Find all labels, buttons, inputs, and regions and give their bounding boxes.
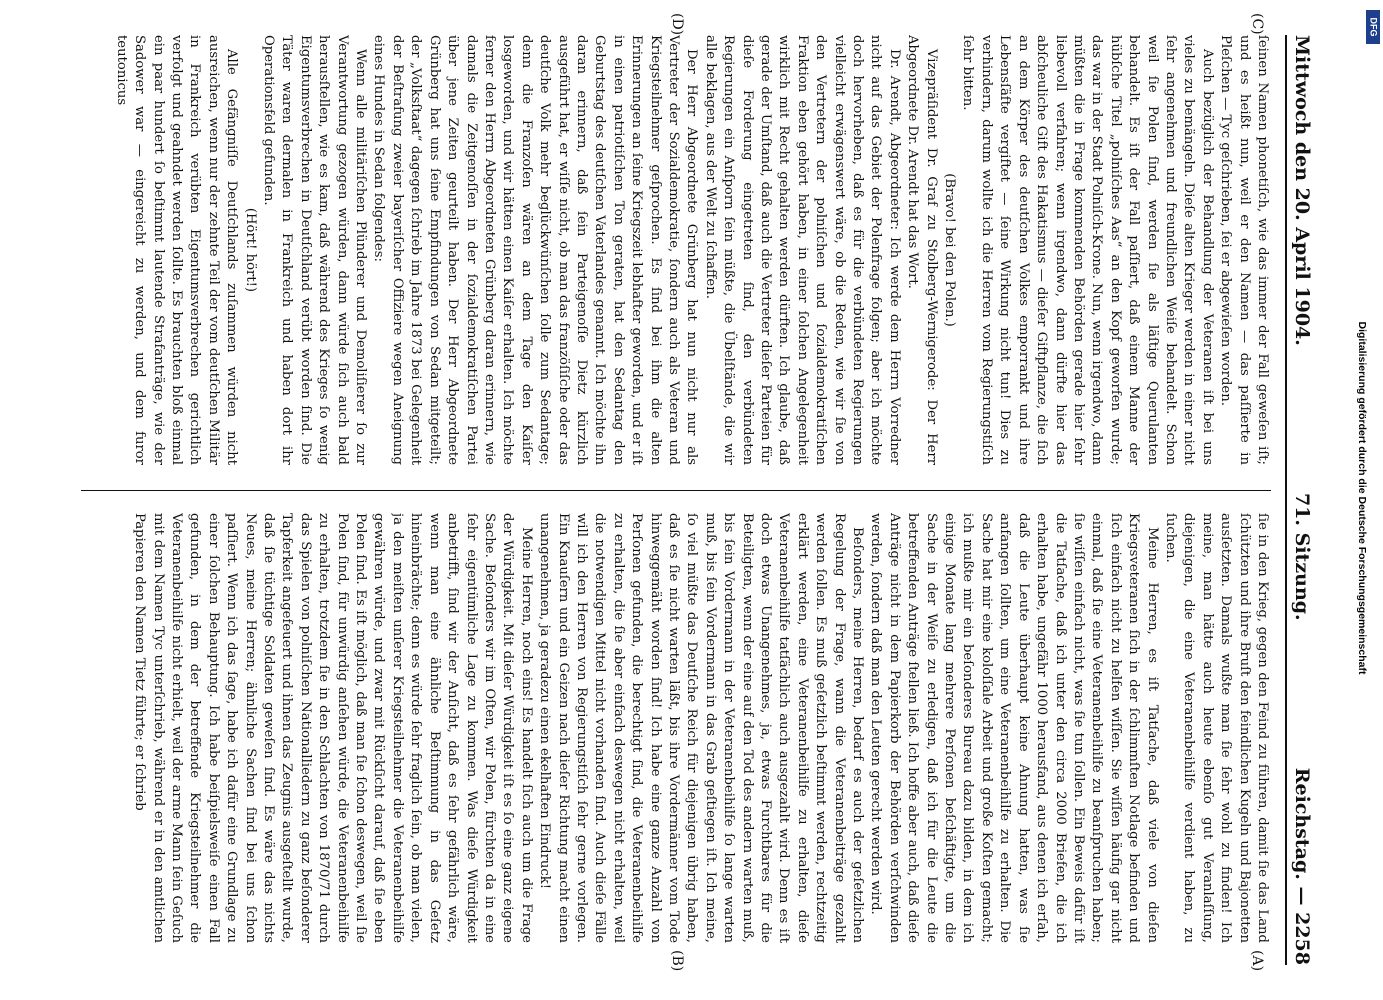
- paragraph: Meine Herren, noch eins! Es handelt ſich auch um die Frage der Würdigkeit. Mit dieſer Würdigkeit iſt es ſo eine ganz eigene Sache. Beſonders wir im Oſten, wir Polen, fürchten da in eine ſehr eigentümliche Lage zu kommen. Was dieſe Würdigkeit anbetrifft, ſind wir der Anſicht, daß es ſehr gefährlich wäre, wenn man eine ähnliche Beſtimmung in das Geſetz hineinbrächte; denn es würde ſehr fraglich ſein, ob man vielen, ja den meiſten unſerer Kriegsteilnehmer die Veteranenbeihilfe gewähren würde, und zwar mit Rückſicht darauf, daß ſie eben Polen ſind. Es iſt möglich, daß man ſie ſchon deswegen, weil ſie Polen ſind, für unwürdig anſehen würde, die Veteranenbeihilfe zu erhalten, trotzdem ſie in den Schlachten von 1870/71 durch das Spielen von polniſchen Nationalliedern zu ganz beſonderer Tapferkeit angefeuert und ihnen das Zeugnis ausgeſtellt wurde, daß ſie tüchtige Soldaten geweſen ſind. Es wäre das nichts Neues, meine Herren; ähnliche Sachen ſind bei uns ſchon paſſiert. Wenn ich das ſage, habe ich dafür eine Grundlage zu einer ſolchen Behauptung. Ich habe beiſpielsweiſe einen Fall gefunden, in dem der betreffende Kriegsteilnehmer die Veteranenbeihilfe nicht erhielt, weil der arme Mann ſein Geſuch mit dem Namen Tyc unterſchrieb, während er in den amtlichen Papieren den Namen Tietz führte; er ſchrieb: [132, 513, 534, 943]
- paragraph: Meine Herren, es iſt Tatſache, daß viele von dieſen Kriegsveteranen ſich in der ſchlimmſten Notlage befinden und ſich einfach nicht zu helfen wiſſen. Sie wiſſen häufig gar nicht einmal, daß ſie eine Veteranenbeihilfe zu beanſpruchen haben; ſie wiſſen einfach nicht, was ſie tun ſollen. Ein Beweis dafür iſt die Tatſache, daß ich unter den circa 2000 Briefen, die ich erhalten habe, ungefähr 1000 herausfand, aus denen ich erſah, daß die Leute überhaupt keine Ahnung hatten, was ſie anfangen ſollten, um eine Veteranenbeihilfe zu erhalten. Die Sache hat mir eine koloſſale Arbeit und große Koſten gemacht; ich mußte mir ein beſonderes Bureau dazu bilden, in dem ich einige Monate lang mehrere Perſonen beſchäftigte, um die Sache in der Weiſe zu erledigen, daß ich für die Leute die betreffenden Anträge ſtellen ließ. Ich hoffe aber auch, daß dieſe Anträge nicht in dem Papierkorb der Behörden verſchwinden werden, ſondern daß man den Leuten gerecht werden wird.: [868, 513, 1160, 943]
- margin-mark-c: (C): [1249, 13, 1265, 35]
- quotation: Wenn alle militäriſchen Plünderer und Demoliſierer ſo zur Verantwortung gezogen würden, dann würde ſich auch bald herausſtellen, wie es kam, daß während des Krieges ſo wenig Eigentumsverbrechen in Deutſchland verübt worden ſind. Die Täter waren dermalen in Frankreich und haben dort ihr Operationsfeld gefunden.: [261, 35, 369, 465]
- paragraph: Der Herr Abgeordnete Grünberg hat nun nicht nur als Vertreter der Sozialdemokratie, ſondern auch als Veteran und Kriegsteilnehmer geſprochen. Es ſind bei ihm die alten Erinnerungen an ſeine Kriegszeit lebhafter geworden, und er iſt in einen patriotiſchen Ton geraten, hat den Sedantag den Geburtstag des deutſchen Vaterlandes genannt. Ich möchte ihn daran erinnern, daß ſein Parteigenoſſe Dietz kürzlich ausgeführt hat, er wiſſe nicht, ob man das franzöſiſche oder das deutſche Volk mehr beglückwünſchen ſolle zum Sedantage; denn die Franzoſen wären an dem Tage den Kaiſer losgeworden, und wir hätten einen Kaiſer erhalten. Ich möchte ferner den Herrn Abgeordneten Grünberg daran erinnern, wie damals die Zeitgenoſſen in der ſozialdemokratiſchen Partei über jene Zeiten geurteilt haben. Der Herr Abgeordnete Grünberg hat uns ſeine Empfindungen von Sedan mitgeteilt; der „Volksſtaat“ dagegen ſchrieb im Jahre 1873 bei Gelegenheit der Beſtrafung zweier bayeriſcher Offiziere wegen Aneignung eines Hundes in Sedan folgendes:: [371, 35, 700, 465]
- header-date: Mittwoch den 20. April 1904.: [1291, 35, 1313, 346]
- paragraph: ſie in den Krieg, gegen den Feind zu führen, damit ſie das Land ſchützten und ihre Bruſt den feindlichen Kugeln und Bajonetten ausſetzten. Damals wußte man ſie ſehr wohl zu finden! Ich meine, man hätte auch heute ebenſo gut Veranlaſſung, diejenigen, die eine Veteranenbeihilfe verdient haben, zu ſuchen.: [1162, 513, 1270, 943]
- speaker-intro: Vizepräſident Dr. Graf zu Stolberg-Wernigerode: Der Herr Abgeordnete Dr. Arendt hat das Wort.: [905, 35, 939, 465]
- paragraph: ſeinen Namen phonetiſch, wie das immer der Fall geweſen iſt; und es heißt nun, weil er den Namen — das paſſierte in Pleſchen — Tyc geſchrieben, ſei er abgewieſen worden.: [1218, 35, 1270, 465]
- quotation: Alle Gefängniſſe Deutſchlands zuſammen würden nicht ausreichen, wenn nur der zehnte Teil der vom deutſchen Militär in Frankreich verübten Eigentumsverbrechen gerichtlich verfolgt und geahndet werden ſollte. Es brauchten bloß einmal ein paar hundert ſo beſtimmt lautende Strafanträge, wie der Sadower war — eingereicht zu werden, und dem furor teutonicus: [113, 35, 240, 465]
- header-session: 71. Sitzung.: [1291, 492, 1313, 621]
- digitization-note-text: Digitalisierung gefördert durch die Deutsche Forschungsgemeinschaft: [1356, 321, 1368, 675]
- margin-mark-d: (D): [669, 13, 685, 36]
- paragraph: Auch bezüglich der Behandlung der Veteranen iſt bei uns vieles zu bemängeln. Dieſe alten Krieger werden in einer nicht ſehr angenehmen und freundlichen Weiſe behandelt. Schon weil ſie Polen ſind, werden ſie als läſtige Querulanten behandelt. Es iſt der Fall paſſiert, daß einem Manne der hübſche Titel „polniſches Aas“ an den Kopf geworfen wurde; das war in der Stadt Polniſch-Krone. Nun, wenn irgendwo, dann müßten die in Frage kommenden Behörden gerade hier ſehr liebevoll verfahren; wenn irgendwo, dann dürfte hier das abſcheuliche Gift des Hakatismus — dieſer Giftpflanze, die ſich an dem Körper des deutſchen Volkes emporrankt und ihre Lebensſäfte vergiftet — ſeine Wirkung nicht tun! Dies zu verhindern, darum wollte ich die Herren vom Regierungstiſch ſehr bitten.: [960, 35, 1215, 465]
- column-divider: [81, 490, 1271, 491]
- paragraph: Dr. Arendt, Abgeordneter: Ich werde dem Herrn Vorredner nicht auf das Gebiet der Polenfrage folgen; aber ich möchte doch hervorheben, daß es für die verbündeten Regierungen vielleicht erwägenswert wäre, ob die Reden, wie wir ſie von den Vertretern der polniſchen und ſozialdemokratiſchen Fraktion eben gehört haben, in einer ſolchen Angelegenheit wirklich mit Recht gehalten werden dürften. Ich glaube, daß gerade der Umſtand, daß auch die Vertreter dieſer Parteien für dieſe Forderung eingetreten ſind, den verbündeten Regierungen ein Anſporn ſein müßte, die Übelſtände, die wir alle beklagen, aus der Welt zu ſchaffen.: [702, 35, 902, 465]
- column-right: [81, 513, 1271, 943]
- dfg-logo: [1366, 10, 1380, 44]
- column-left: [81, 35, 1271, 465]
- paragraph: Beſonders, meine Herren, bedarf es auch der geſetzlichen Regelung der Frage, wann die Veteranenbeiträge gezahlt werden ſollen. Es muß geſetzlich beſtimmt werden, rechtzeitig erklärt werden, eine Veteranenbeihilfe zu erhalten, dieſe Veteranenbeihilfe tatſächlich auch ausgezahlt wird. Denn es iſt doch etwas Unangenehmes, ja, etwas Furchtbares für die Beteiligten, wenn der eine auf den Tod des andern warten muß, bis ſein Vordermann in der Veteranenbeihilfe ſo lange warten muß, bis ſein Vordermann in das Grab geſtiegen iſt. Ich meine, ſo viel müßte das Deutſche Reich für diejenigen übrig haben, daß es ſie nicht warten läßt, bis ihre Vordermänner vom Tode hinweggemäht worden ſind! Ich habe eine ganze Anzahl von Perſonen gefunden, die berechtigt ſind, die Veteranenbeihilfe zu erhalten, die ſie aber einfach deswegen nicht erhalten, weil die notwendigen Mittel nicht vorhanden ſind. Auch dieſe Fälle will ich den Herren von Regierungstiſch ſehr gerne vorlegen. Ein Knauſern und ein Geizen nach dieſer Richtung macht einen unangenehmen, ja geradezu einen ekelhaften Eindruck!: [537, 513, 866, 943]
- margin-mark-a: (A): [1249, 950, 1265, 972]
- interjection: (Hört! hört!): [242, 207, 258, 293]
- interjection: (Bravo! bei den Polen.): [942, 173, 958, 327]
- page-header: [1285, 35, 1325, 965]
- header-page-number: Reichstag. — 2258: [1291, 767, 1313, 965]
- margin-mark-b: (B): [669, 950, 685, 972]
- dfg-logo-text: DFG: [1368, 17, 1378, 37]
- printed-page: [35, 13, 1325, 972]
